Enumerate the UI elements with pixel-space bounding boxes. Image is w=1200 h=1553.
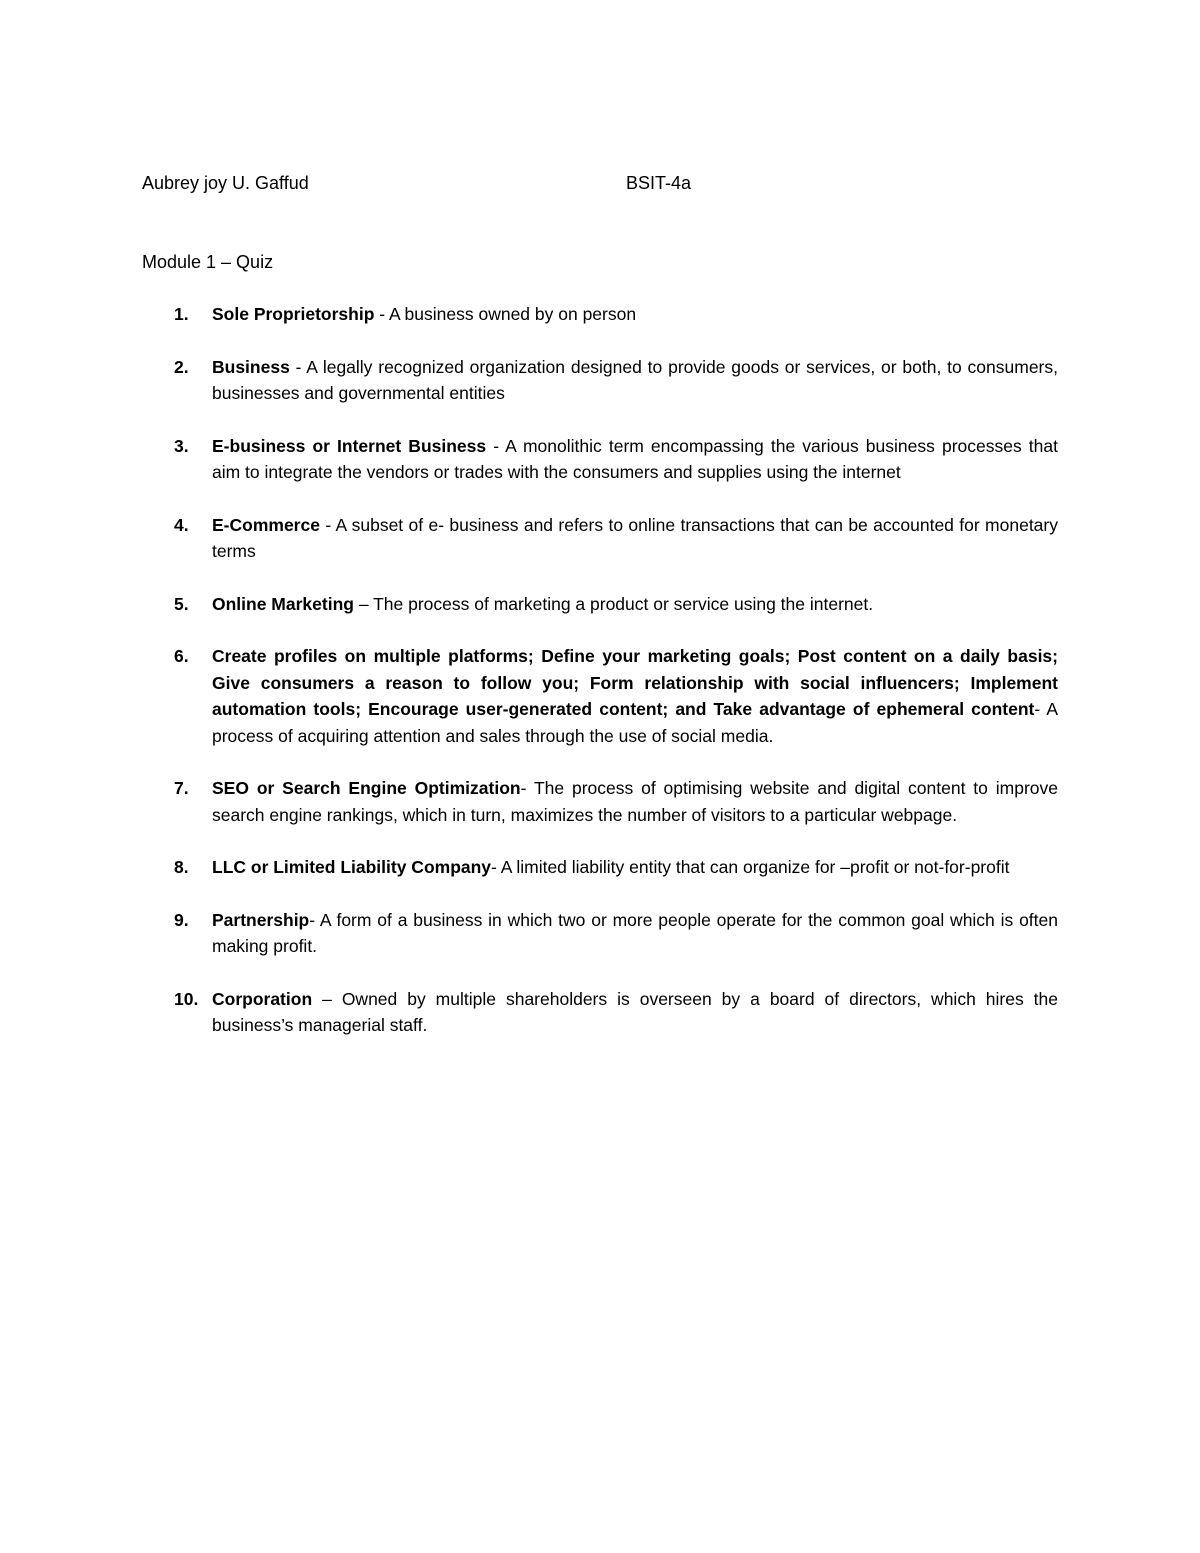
item-number: 5. [174, 593, 189, 614]
item-term: E-business or Internet Business [212, 435, 487, 456]
item-definition: - A monolithic term encompassing the various business processes that aim to integrate the vendors or trades with the consumers and supplies using the internet [212, 435, 1058, 482]
item-number: 1. [174, 304, 189, 324]
item-term: Create profiles on multiple platforms; Define your marketing goals; Post content on a daily basis; Give consumers a reason to follow you; Form relationship with social influencers; Implement automation tools; Encourage user-generated content; and Take advantage of ephemeral content [212, 646, 1058, 719]
item-definition: – The process of marketing a product or service using the internet. [353, 593, 874, 614]
item-term: SEO or Search Engine Optimization [212, 778, 521, 798]
item-definition: – Owned by multiple shareholders is overseen by a board of directors, which hires the business’s managerial staff. [212, 988, 1058, 1035]
item-number: 2. [174, 356, 189, 377]
quiz-item-5 [142, 591, 1058, 618]
quiz-item-2 [142, 354, 1058, 407]
item-number: 7. [174, 778, 189, 798]
item-definition: - The process of optimising website and digital content to improve search engine rankings, which in turn, maximizes the number of visitors to a particular webpage. [212, 778, 1058, 825]
item-number: 3. [174, 435, 189, 456]
quiz-item-10 [142, 986, 1058, 1039]
item-number: 10. [174, 988, 199, 1009]
item-definition: - A subset of e- business and refers to online transactions that can be accounted for monetary terms [212, 514, 1058, 561]
item-definition: - A process of acquiring attention and sales through the use of social media. [212, 699, 1058, 746]
quiz-list [142, 301, 1058, 1065]
quiz-item-9 [142, 907, 1058, 960]
item-definition: - A business owned by on person [374, 304, 637, 324]
item-term: Sole Proprietorship [212, 304, 375, 324]
quiz-item-4 [142, 512, 1058, 565]
item-definition: - A limited liability entity that can organize for –profit or not-for-profit [491, 857, 1010, 877]
item-term: Online Marketing [212, 593, 354, 614]
item-definition: - A legally recognized organization designed to provide goods or services, or both, to consumers, businesses and governmental entities [212, 356, 1058, 403]
quiz-item-8 [142, 854, 1058, 881]
item-term: Business [212, 356, 290, 377]
item-number: 8. [174, 857, 189, 877]
student-name: Aubrey joy U. Gaffud [142, 173, 309, 193]
quiz-item-1 [142, 301, 1058, 328]
item-term: LLC or Limited Liability Company [212, 857, 492, 877]
item-term: E-Commerce [212, 514, 320, 535]
item-number: 6. [174, 646, 189, 666]
item-number: 4. [174, 514, 189, 535]
quiz-item-6 [142, 643, 1058, 749]
item-term: Partnership [212, 909, 310, 930]
item-number: 9. [174, 909, 189, 930]
item-term: Corporation [212, 988, 313, 1009]
quiz-item-3 [142, 433, 1058, 486]
class-code: BSIT-4a [626, 173, 692, 193]
quiz-title: Module 1 – Quiz [142, 252, 274, 272]
quiz-item-7 [142, 775, 1058, 828]
item-definition: - A form of a business in which two or more people operate for the common goal which is often making profit. [212, 909, 1058, 956]
